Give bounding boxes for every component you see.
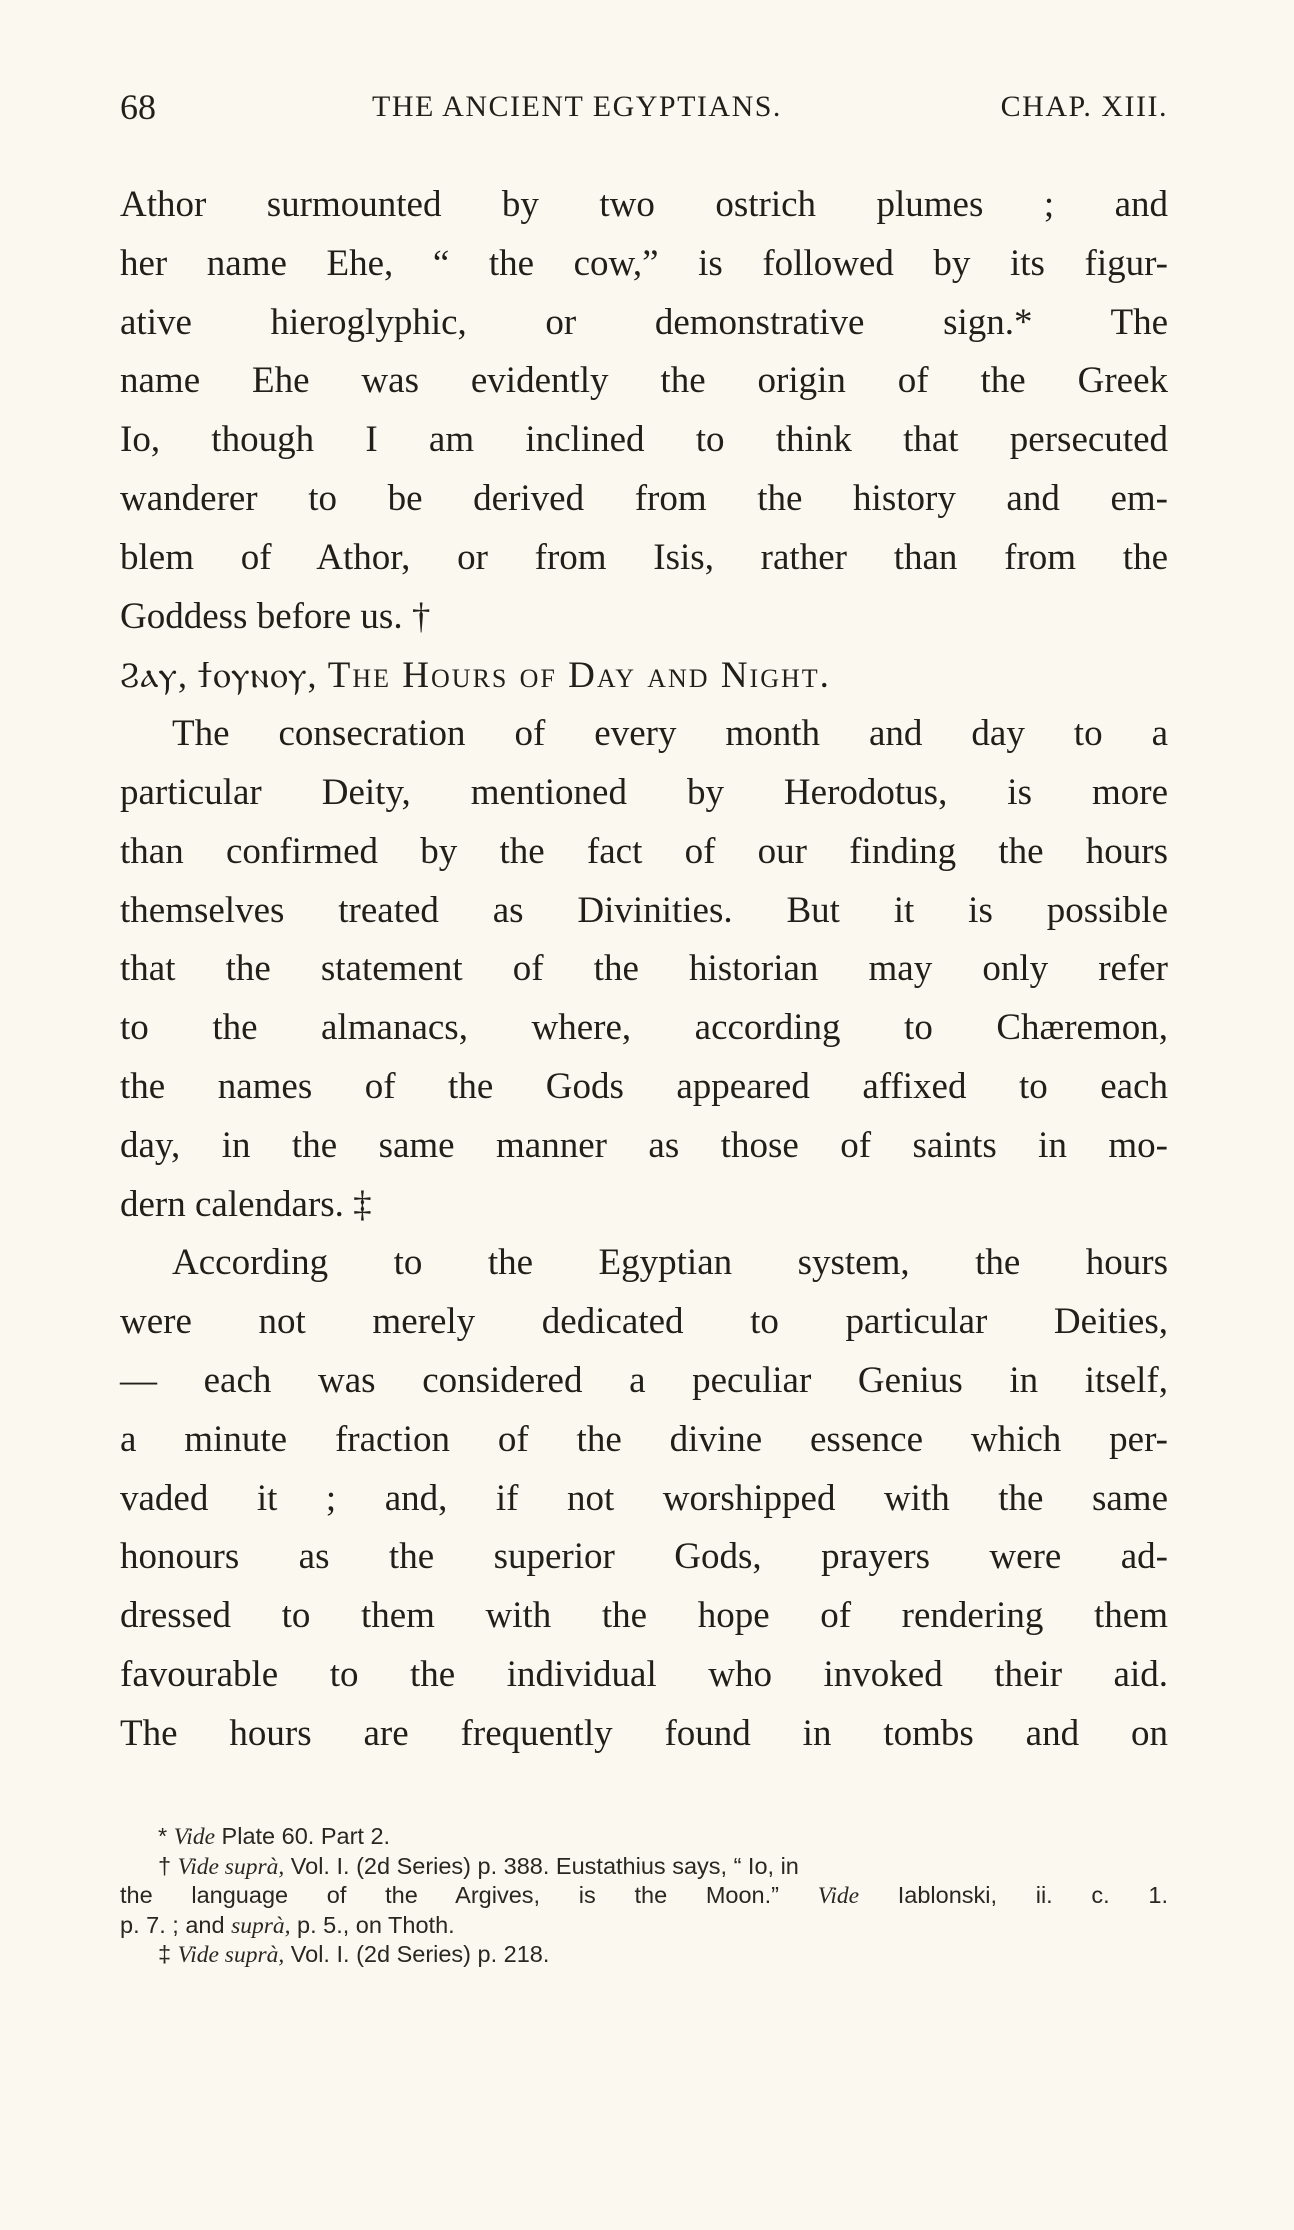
text-line: that the statement of the historian may only refer	[120, 948, 1168, 990]
text-line: Athor surmounted by two ostrich plumes ; and	[120, 184, 1168, 225]
text-line: themselves treated as Divinities. But it is possible	[120, 889, 1168, 931]
text-line: Io, though I am inclined to think that persecuted	[120, 419, 1168, 461]
chapter-label: CHAP. XIII.	[1000, 90, 1168, 123]
body-text	[120, 176, 1168, 1764]
paragraph-egyptian-system	[120, 1234, 1168, 1763]
section-title: The Hours of Day and Night.	[327, 655, 831, 697]
footnote-text: p. 5., on Thoth.	[297, 1911, 455, 1938]
footnote-2	[120, 1852, 1168, 1882]
footnotes	[120, 1822, 1168, 1970]
text-line: favourable to the individual who invoked their aid.	[120, 1653, 1168, 1695]
text-line: According to the Egyptian system, the hours	[172, 1242, 1168, 1284]
text-line: ative hieroglyphic, or demonstrative sign.* The	[120, 301, 1168, 343]
paragraph-athor	[120, 176, 1168, 646]
text-line: dern calendars. ‡	[120, 1183, 372, 1225]
footnote-mark: ‡	[158, 1941, 172, 1967]
footnote-text: Iablonski, ii. c. 1.	[897, 1882, 1169, 1908]
coptic-heading: Ϩⲁⲩ, ϯⲟⲩⲛⲟⲩ,	[120, 655, 318, 696]
text-line: the names of the Gods appeared affixed to each	[120, 1065, 1168, 1107]
footnote-text: Plate 60. Part 2.	[221, 1823, 391, 1849]
footnote-italic: Vide	[817, 1883, 860, 1909]
footnote-mark: †	[158, 1852, 172, 1879]
footnote-italic: Vide suprà,	[177, 1853, 285, 1880]
text-line: The hours are frequently found in tombs and on	[120, 1712, 1168, 1754]
footnote-2-continued	[120, 1881, 1168, 1911]
footnote-italic: suprà,	[231, 1912, 291, 1939]
footnote-3	[120, 1940, 1168, 1970]
text-line: a minute fraction of the divine essence which per-	[120, 1418, 1168, 1460]
text-line: wanderer to be derived from the history and em-	[120, 477, 1168, 519]
text-line: — each was considered a peculiar Genius in itself,	[120, 1359, 1168, 1401]
footnote-text: Vol. I. (2d Series) p. 218.	[290, 1941, 550, 1967]
text-line: honours as the superior Gods, prayers were ad-	[120, 1536, 1168, 1578]
text-line: day, in the same manner as those of saints in mo-	[120, 1124, 1168, 1166]
text-line: to the almanacs, where, according to Chæremon,	[120, 1007, 1168, 1049]
text-line: The consecration of every month and day to a	[172, 713, 1168, 755]
page-number: 68	[120, 87, 156, 127]
text-line: vaded it ; and, if not worshipped with the same	[120, 1477, 1168, 1519]
text-line: name Ehe was evidently the origin of the Greek	[120, 360, 1168, 402]
text-line: dressed to them with the hope of rendering them	[120, 1595, 1168, 1637]
text-line: her name Ehe, “ the cow,” is followed by its figur-	[120, 242, 1168, 284]
text-line: were not merely dedicated to particular Deities,	[120, 1301, 1168, 1343]
footnote-2-continued	[120, 1911, 1168, 1941]
footnote-text: Vol. I. (2d Series) p. 388. Eustathius says, “ Io, in	[290, 1852, 799, 1879]
footnote-italic: Vide	[173, 1824, 216, 1850]
text-line: than confirmed by the fact of our finding the hours	[120, 830, 1168, 872]
footnote-mark: *	[158, 1823, 168, 1849]
footnote-text: p. 7. ; and	[120, 1911, 225, 1938]
paragraph-consecration	[120, 705, 1168, 1234]
section-heading	[120, 646, 1168, 705]
footnote-1	[120, 1822, 1168, 1852]
running-title: THE ANCIENT EGYPTIANS.	[372, 90, 782, 123]
footnote-text: the language of the Argives, is the Moon.”	[120, 1882, 779, 1908]
text-line: blem of Athor, or from Isis, rather than from the	[120, 536, 1168, 578]
text-line: particular Deity, mentioned by Herodotus, is more	[120, 771, 1168, 813]
footnote-italic: Vide suprà,	[177, 1942, 285, 1968]
text-line: Goddess before us. †	[120, 595, 431, 637]
running-head	[120, 86, 1168, 136]
